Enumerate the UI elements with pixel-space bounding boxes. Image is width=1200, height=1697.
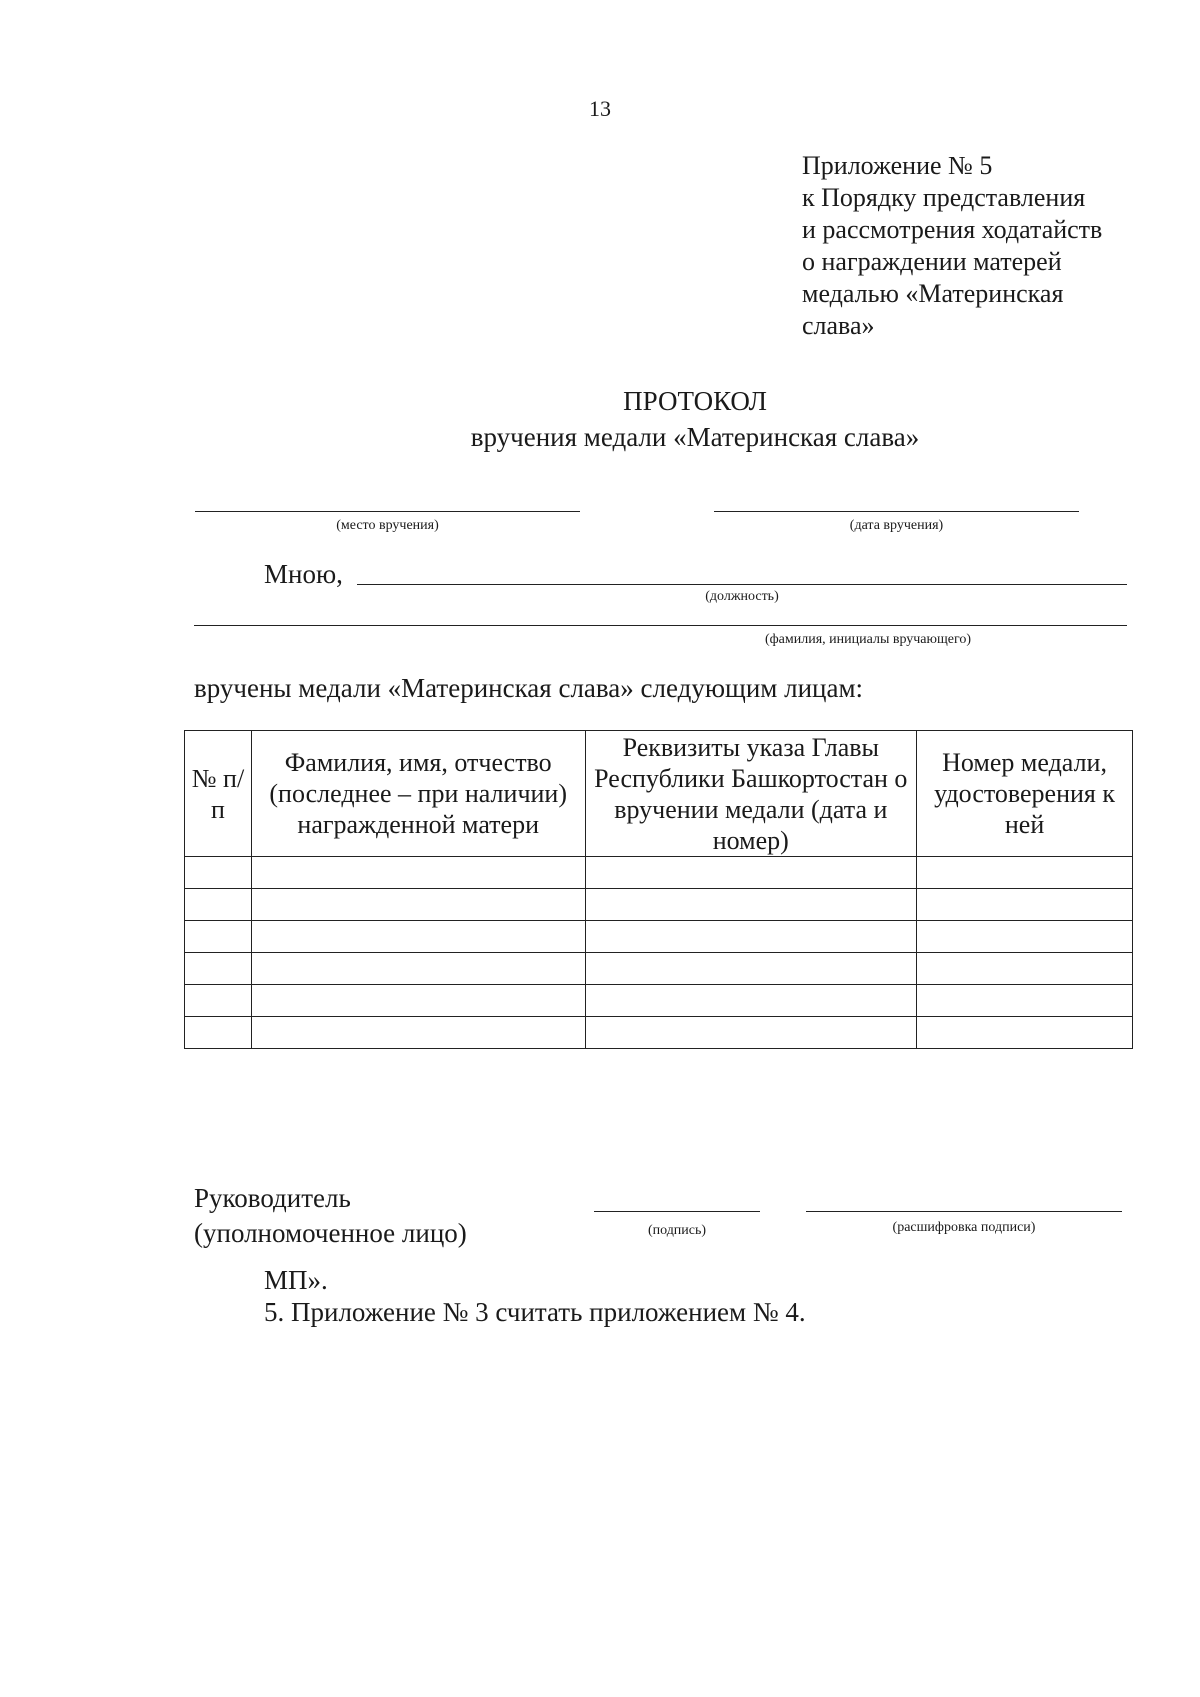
page-number: 13 [589, 96, 611, 121]
table-header-row [185, 731, 1133, 857]
table-row [185, 921, 1133, 953]
appendix-line: Приложение № 5 [802, 151, 993, 180]
header-number: № п/п [185, 731, 252, 857]
table-cell [917, 857, 1133, 889]
table-cell [185, 857, 252, 889]
appendix-line: слава» [802, 311, 875, 340]
place-line [195, 511, 580, 512]
table-cell [251, 1017, 585, 1049]
table-cell [585, 1017, 917, 1049]
header-decree-details: Реквизиты указа Главы Республики Башкортостан о вручении медали (дата и номер) [585, 731, 917, 857]
table-cell [917, 921, 1133, 953]
header-medal-number: Номер медали, удостоверения к ней [917, 731, 1133, 857]
stamp-text: МП». [264, 1265, 328, 1295]
closing-text: 5. Приложение № 3 считать приложением № 4. [264, 1297, 806, 1327]
table-cell [185, 921, 252, 953]
table-cell [251, 889, 585, 921]
table-cell [251, 921, 585, 953]
signature-line [594, 1211, 760, 1212]
signature-caption: (подпись) [647, 1223, 707, 1238]
authorized-person-label: (уполномоченное лицо) [194, 1218, 467, 1248]
intro-text: вручены медали «Материнская слава» следующим лицам: [194, 673, 864, 703]
document-subtitle: вручения медали «Материнская слава» [470, 422, 920, 452]
appendix-line: о награждении матерей [802, 247, 1062, 276]
table-cell [185, 985, 252, 1017]
table-row [185, 985, 1133, 1017]
table-row [185, 1017, 1133, 1049]
table-row [185, 953, 1133, 985]
table-cell [185, 1017, 252, 1049]
date-line [714, 511, 1079, 512]
appendix-header [802, 150, 1102, 342]
table-cell [251, 953, 585, 985]
position-caption: (должность) [705, 589, 779, 604]
table-cell [185, 953, 252, 985]
table-row [185, 857, 1133, 889]
signature-decoding-caption: (расшифровка подписи) [892, 1220, 1036, 1235]
appendix-line: и рассмотрения ходатайств [802, 215, 1103, 244]
header-full-name: Фамилия, имя, отчество (последнее – при наличии) награжденной матери [251, 731, 585, 857]
table-cell [917, 1017, 1133, 1049]
table-cell [585, 889, 917, 921]
table-cell [917, 889, 1133, 921]
date-caption: (дата вручения) [849, 518, 944, 533]
name-caption: (фамилия, инициалы вручающего) [764, 632, 972, 647]
table-row [185, 889, 1133, 921]
name-line [194, 625, 1127, 626]
table-cell [251, 985, 585, 1017]
table-cell [585, 985, 917, 1017]
awards-table [184, 730, 1133, 1049]
place-caption: (место вручения) [336, 518, 439, 533]
table-cell [251, 857, 585, 889]
table-cell [917, 985, 1133, 1017]
table-cell [585, 953, 917, 985]
head-label: Руководитель [194, 1183, 351, 1213]
signature-decoding-line [806, 1211, 1122, 1212]
by-me-label: Мною, [264, 559, 343, 589]
document-title: ПРОТОКОЛ [623, 386, 767, 416]
appendix-line: медалью «Материнская [802, 279, 1064, 308]
appendix-line: к Порядку представления [802, 183, 1086, 212]
position-line [357, 584, 1127, 585]
table-cell [585, 921, 917, 953]
table-cell [585, 857, 917, 889]
table-cell [917, 953, 1133, 985]
table-cell [185, 889, 252, 921]
